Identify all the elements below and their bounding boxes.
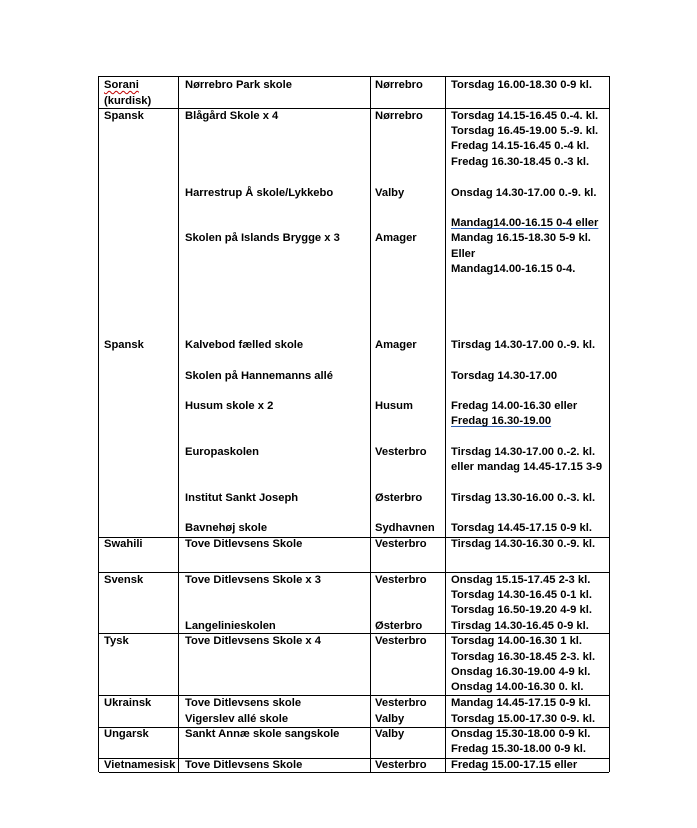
school-cell: Tove Ditlevsens Skole: [185, 759, 303, 771]
school-cell: Nørrebro Park skole: [185, 79, 292, 91]
area-cell: Valby: [375, 713, 405, 725]
time-line: Mandag 16.15-18.30 5-9 kl.: [451, 232, 591, 244]
time-line: Tirsdag 14.30-17.00 0.-9. kl.: [451, 339, 596, 351]
school-cell: Kalvebod fælled skole: [185, 339, 304, 351]
time-line: Torsdag 16.45-19.00 5.-9. kl.: [451, 125, 599, 137]
time-line: Tirsdag 13.30-16.00 0.-3. kl.: [451, 492, 596, 504]
time-line: Onsdag 15.30-18.00 0-9 kl.: [451, 728, 591, 740]
time-line: Fredag 14.00-16.30 eller: [451, 400, 578, 412]
school-cell: Sankt Annæ skole sangskole: [185, 728, 340, 740]
school-cell: Husum skole x 2: [185, 400, 274, 412]
time-line: Mandag14.00-16.15 0-4.: [451, 263, 576, 275]
school-cell: Skolen på Hannemanns allé: [185, 370, 333, 382]
school-cell: Europaskolen: [185, 446, 259, 458]
area-cell: Valby: [375, 728, 405, 740]
area-cell: Vesterbro: [375, 446, 427, 458]
school-cell: Langelinieskolen: [185, 620, 276, 632]
language-note: (kurdisk): [104, 95, 152, 107]
area-cell: Vesterbro: [375, 759, 427, 771]
school-cell: Tove Ditlevsens skole: [185, 697, 302, 709]
area-cell: Valby: [375, 187, 405, 199]
school-cell: Bavnehøj skole: [185, 522, 268, 534]
time-line: Fredag 16.30-19.00: [451, 415, 552, 427]
time-line: Torsdag 16.50-19.20 4-9 kl.: [451, 604, 592, 616]
school-cell: Tove Ditlevsens Skole x 4: [185, 635, 321, 647]
time-line: Fredag 15.30-18.00 0-9 kl.: [451, 743, 586, 755]
language-cell: Spansk: [104, 110, 144, 122]
school-cell: Skolen på Islands Brygge x 3: [185, 232, 340, 244]
time-line: Onsdag 16.30-19.00 4-9 kl.: [451, 666, 591, 678]
language-cell: Ungarsk: [104, 728, 149, 740]
school-cell: Tove Ditlevsens Skole: [185, 538, 303, 550]
time-line: Torsdag 14.30-17.00: [451, 370, 558, 382]
area-cell: Vesterbro: [375, 635, 427, 647]
area-cell: Husum: [375, 400, 413, 412]
area-cell: Østerbro: [375, 620, 423, 632]
area-cell: Vesterbro: [375, 574, 427, 586]
time-line: Torsdag 14.00-16.30 1 kl.: [451, 635, 583, 647]
area-cell: Sydhavnen: [375, 522, 435, 534]
school-cell: Blågård Skole x 4: [185, 110, 279, 122]
time-line: Torsdag 14.15-16.45 0.-4. kl.: [451, 110, 599, 122]
time-line: Fredag 16.30-18.45 0.-3 kl.: [451, 156, 590, 168]
time-line: Torsdag 14.45-17.15 0-9 kl.: [451, 522, 592, 534]
time-line: Eller: [451, 248, 476, 260]
area-cell: Nørrebro: [375, 110, 423, 122]
time-line: Torsdag 16.30-18.45 2-3. kl.: [451, 651, 596, 663]
language-cell: Sorani: [104, 79, 139, 91]
time-line: Torsdag 16.00-18.30 0-9 kl.: [451, 79, 592, 91]
language-cell: Vietnamesisk: [104, 759, 176, 771]
area-cell: Vesterbro: [375, 538, 427, 550]
time-line: Fredag 15.00-17.15 eller: [451, 759, 578, 771]
school-cell: Institut Sankt Joseph: [185, 492, 299, 504]
time-line: Mandag 14.45-17.15 0-9 kl.: [451, 697, 591, 709]
school-cell: Vigerslev allé skole: [185, 713, 289, 725]
area-cell: Nørrebro: [375, 79, 423, 91]
school-cell: Tove Ditlevsens Skole x 3: [185, 574, 321, 586]
area-cell: Amager: [375, 339, 417, 351]
time-line: Torsdag 15.00-17.30 0-9. kl.: [451, 713, 596, 725]
language-cell: Svensk: [104, 574, 144, 586]
time-line: Tirsdag 14.30-17.00 0.-2. kl.: [451, 446, 596, 458]
time-line: Mandag14.00-16.15 0-4 eller: [451, 217, 599, 229]
language-cell: Ukrainsk: [104, 697, 152, 709]
language-cell: Tysk: [104, 635, 129, 647]
time-line: eller mandag 14.45-17.15 3-9: [451, 461, 603, 473]
time-line: Fredag 14.15-16.45 0.-4 kl.: [451, 140, 590, 152]
time-line: Onsdag 14.30-17.00 0.-9. kl.: [451, 187, 597, 199]
area-cell: Vesterbro: [375, 697, 427, 709]
time-line: Torsdag 14.30-16.45 0-1 kl.: [451, 589, 592, 601]
time-line: Onsdag 14.00-16.30 0. kl.: [451, 681, 584, 693]
language-cell: Spansk: [104, 339, 144, 351]
language-cell: Swahili: [104, 538, 143, 550]
area-cell: Amager: [375, 232, 417, 244]
area-cell: Østerbro: [375, 492, 423, 504]
time-line: Onsdag 15.15-17.45 2-3 kl.: [451, 574, 591, 586]
school-cell: Harrestrup Å skole/Lykkebo: [185, 187, 334, 199]
time-line: Tirsdag 14.30-16.30 0.-9. kl.: [451, 538, 596, 550]
time-line: Tirsdag 14.30-16.45 0-9 kl.: [451, 620, 589, 632]
